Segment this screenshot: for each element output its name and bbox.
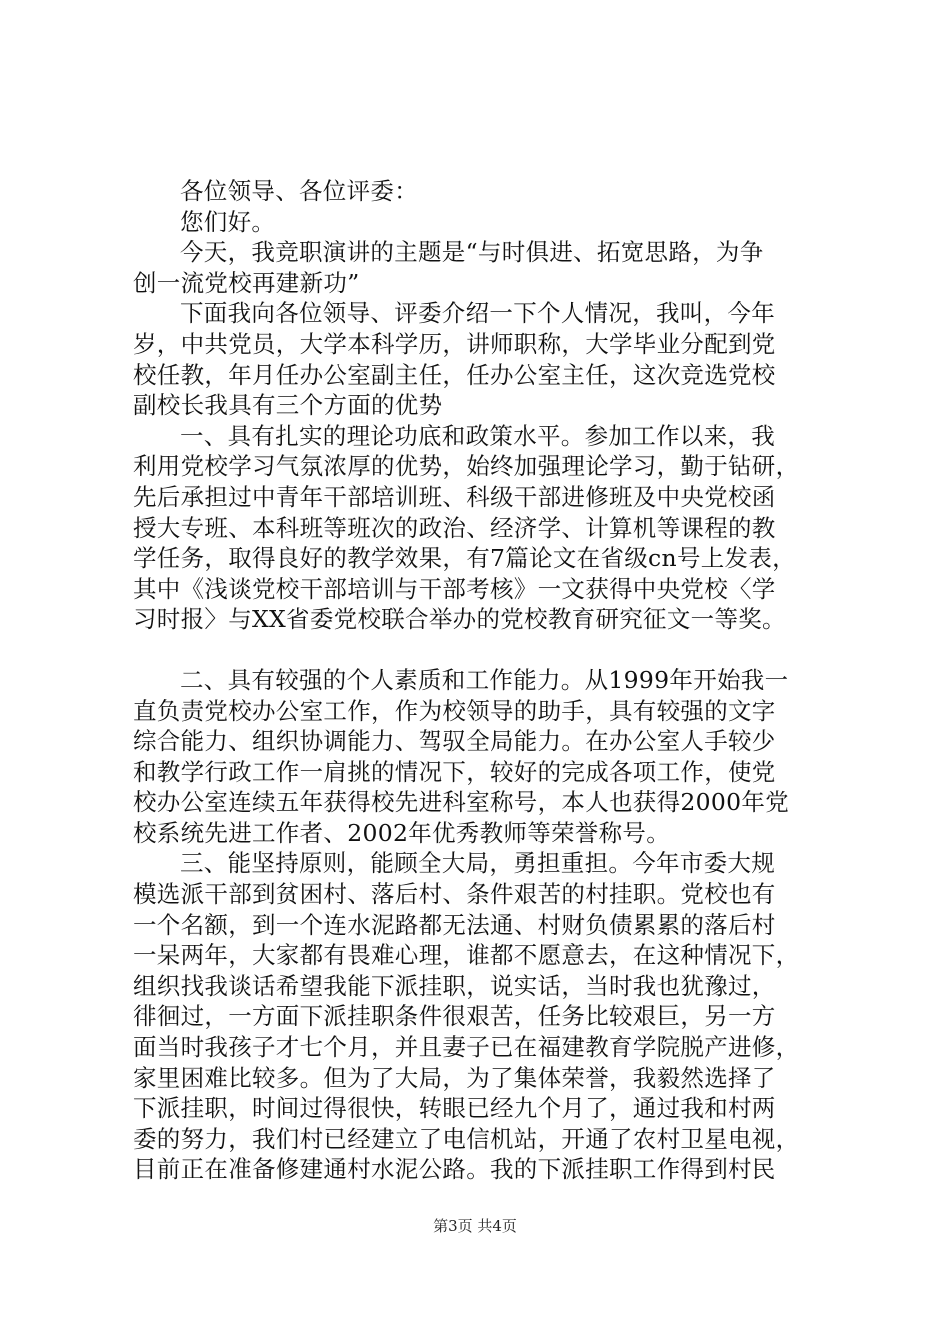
text-line: 下派挂职，时间过得很快，转眼已经九个月了，通过我和村两 <box>133 1094 776 1123</box>
text-line: 三、能坚持原则，能顾全大局，勇担重担。今年市委大规 <box>180 849 775 878</box>
text-line: 授大专班、本科班等班次的政治、经济学、计算机等课程的教 <box>133 513 776 542</box>
text-line: 目前正在准备修建通村水泥公路。我的下派挂职工作得到村民 <box>133 1155 776 1184</box>
paragraph-spacer <box>133 635 838 665</box>
text-line: 今天，我竞职演讲的主题是“与时俱进、拓宽思路，为争 <box>180 238 764 267</box>
text-line: 委的努力，我们村已经建立了电信机站，开通了农村卫星电视， <box>133 1124 800 1153</box>
paragraph-hello <box>133 207 838 238</box>
text-line: 岁，中共党员，大学本科学历，讲师职称，大学毕业分配到党 <box>133 329 776 358</box>
text-line: 综合能力、组织协调能力、驾驭全局能力。在办公室人手较少 <box>133 727 776 756</box>
text-line: 面当时我孩子才七个月，并且妻子已在福建教育学院脱产进修， <box>133 1033 800 1062</box>
text-line: 其中《浅谈党校干部培训与干部考核》一文获得中央党校〈学 <box>133 574 776 603</box>
text-line: 组织找我谈话希望我能下派挂职，说实话，当时我也犹豫过， <box>133 971 776 1000</box>
paragraph-advantage-two <box>133 665 838 849</box>
paragraph-theme <box>133 237 838 298</box>
text-line: 学任务，取得良好的教学效果，有7篇论文在省级cn号上发表， <box>133 544 796 573</box>
text-line: 副校长我具有三个方面的优势 <box>133 391 443 420</box>
document-body <box>133 176 838 1185</box>
text-line: 一个名额，到一个连水泥路都无法通、村财负债累累的落后村 <box>133 910 776 939</box>
text-line: 校任教，年月任办公室副主任，任办公室主任，这次竞选党校 <box>133 360 776 389</box>
page-number-footer: 第3页 共4页 <box>433 1217 517 1235</box>
text-line: 创一流党校再建新功” <box>133 268 360 297</box>
paragraph-greeting <box>133 176 838 207</box>
text-line: 校办公室连续五年获得校先进科室称号，本人也获得2000年党 <box>133 788 790 817</box>
paragraph-introduction <box>133 298 838 420</box>
text-line: 家里困难比较多。但为了大局，为了集体荣誉，我毅然选择了 <box>133 1063 776 1092</box>
text-line: 一呆两年，大家都有畏难心理，谁都不愿意去，在这种情况下， <box>133 941 800 970</box>
text-line: 和教学行政工作一肩挑的情况下，较好的完成各项工作，使党 <box>133 757 776 786</box>
text-line: 直负责党校办公室工作，作为校领导的助手，具有较强的文字 <box>133 696 776 725</box>
text-line: 先后承担过中青年干部培训班、科级干部进修班及中央党校函 <box>133 482 776 511</box>
text-line: 您们好。 <box>180 207 276 236</box>
text-line: 下面我向各位领导、评委介绍一下个人情况，我叫，今年 <box>180 299 775 328</box>
text-line: 模选派干部到贫困村、落后村、条件艰苦的村挂职。党校也有 <box>133 880 776 909</box>
text-line: 徘徊过，一方面下派挂职条件很艰苦，任务比较艰巨，另一方 <box>133 1002 776 1031</box>
text-line: 校系统先进工作者、2002年优秀教师等荣誉称号。 <box>133 818 671 847</box>
text-line: 利用党校学习气氛浓厚的优势，始终加强理论学习，勤于钻研， <box>133 452 800 481</box>
text-line: 习时报〉与XX省委党校联合举办的党校教育研究征文一等奖。 <box>133 605 786 634</box>
text-line: 各位领导、各位评委： <box>180 177 418 205</box>
text-line: 一、具有扎实的理论功底和政策水平。参加工作以来，我 <box>180 421 775 450</box>
text-line: 二、具有较强的个人素质和工作能力。从1999年开始我一 <box>180 665 789 694</box>
paragraph-advantage-one <box>133 421 838 635</box>
paragraph-advantage-three <box>133 848 838 1185</box>
